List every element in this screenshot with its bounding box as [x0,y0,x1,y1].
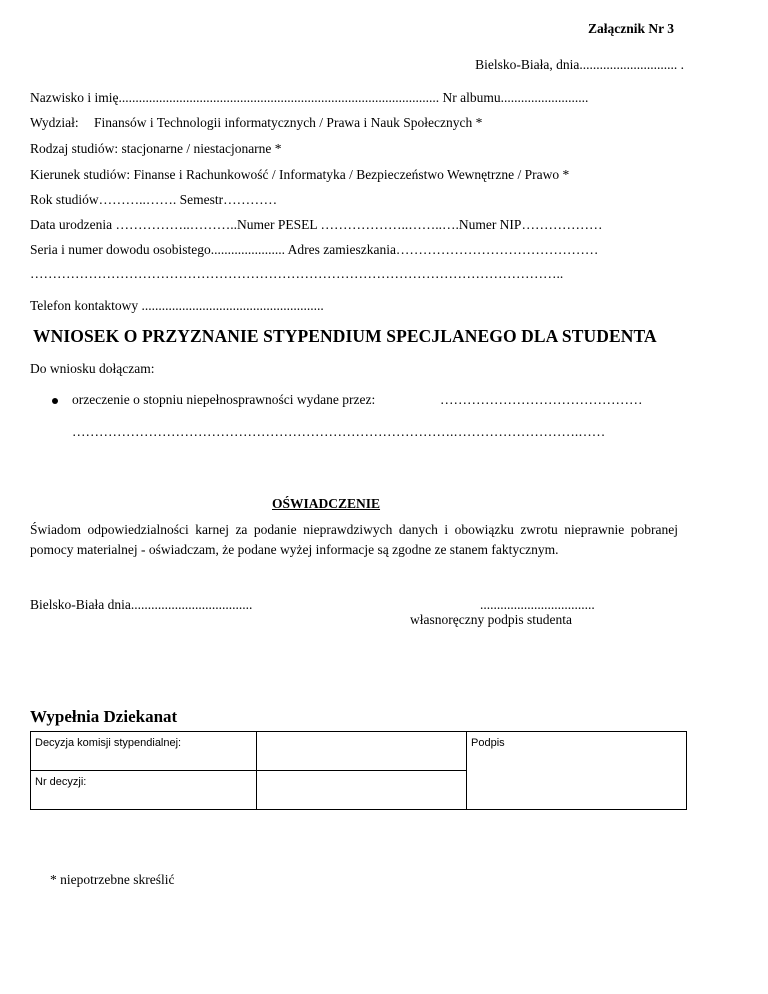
year-semester-field: Rok studiów………..……. Semestr………… [30,192,278,207]
faculty-label: Wydział: [30,115,79,130]
faculty-value: Finansów i Technologii informatycznych / Prawa i Nauk Społecznych * [94,115,483,130]
attachment-item-label: orzeczenie o stopniu niepełnosprawności wydane przez: [72,392,376,407]
id-address-field: Seria i numer dowodu osobistego...................... Adres zamieszkania……………………………………… [30,242,599,257]
page-title: WNIOSEK O PRZYZNANIE STYPENDIUM SPECJLANEGO DLA STUDENTA [33,326,657,346]
faculty-field [30,115,482,131]
signature-cell-label: Podpis [471,737,505,749]
declaration-heading: OŚWIADCZENIE [272,496,381,511]
place-date-line: Bielsko-Biała, dnia............................. . [475,57,684,72]
direction-field: Kierunek studiów: Finanse i Rachunkowość / Informatyka / Bezpieczeństwo Wewnętrzne / Prawo * [30,167,570,182]
signature-place-date: Bielsko-Biała dnia.................................... [30,597,253,612]
attachment-number: Załącznik Nr 3 [587,21,674,36]
number-label-cell [31,771,257,810]
dean-heading: Wypełnia Dziekanat [30,707,178,726]
signature-cell [467,732,687,810]
footnote: * niepotrzebne skreślić [50,872,175,887]
signature-dots: .................................. [480,597,595,612]
decision-label-cell [31,732,257,771]
birth-pesel-nip-field: Data urodzenia ……………..………..Numer PESEL ………………..……..….Numer NIP……………… [30,217,603,232]
number-label: Nr decyzji: [35,776,87,788]
attachments-intro: Do wniosku dołączam: [30,361,155,376]
bullet-icon [52,398,58,404]
decision-table [30,731,687,810]
study-type-field: Rodzaj studiów: stacjonarne / niestacjonarne * [30,141,282,156]
attachment-item-dots-line2: ………………………………………………………………………….……………………….…… [72,424,606,439]
number-value-cell [257,771,467,810]
phone-field: Telefon kontaktowy ...................................................... [30,298,324,313]
decision-value-cell [257,732,467,771]
decision-label: Decyzja komisji stypendialnej: [35,737,182,749]
signature-label: własnoręczny podpis studenta [410,612,572,627]
declaration-text: Świadom odpowiedzialności karnej za podanie nieprawdziwych danych i obowiązku zwrotu nieprawnie pobranej pomocy materialnej - oświadczam, że podane wyżej informacje są zgodne ze stanem faktycznym. [30,522,678,557]
name-album-field: Nazwisko i imię............................................................................................... Nr albumu.......................... [30,90,589,105]
attachment-item-dots: ……………………………………… [440,392,643,407]
address-continuation: ……………………………………………………………………………………………………….. [30,266,564,281]
